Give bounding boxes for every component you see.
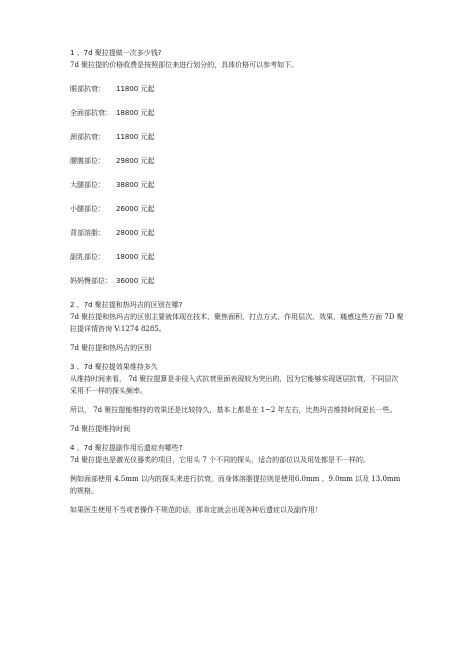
section3-body2: 所以， 7d 聚拉提能维持的效果还是比较持久，基本上都是在 1~2 年左右，比热玛吉维持时间更长一些。 <box>70 406 397 414</box>
price-label: 大腿部位： <box>70 181 105 189</box>
section3-heading: 3 、7d 聚拉提效果维持多久 <box>70 363 158 371</box>
price-value: 28000 元起 <box>116 229 155 237</box>
price-row <box>70 179 405 191</box>
price-value: 36000 元起 <box>116 277 155 285</box>
price-label: 腰腹部位： <box>70 157 105 165</box>
price-row <box>70 131 405 143</box>
section2-caption: 7d 聚拉提和热玛吉的区别 <box>70 344 152 352</box>
section2-body: 7d 聚拉提和热玛吉的区别主要就体现在技术、聚焦面积、打点方式、作用层次、效果、痛感这些方面 7D 聚拉提详情咨询 V:1274 8285。 <box>70 313 404 333</box>
price-value: 38800 元起 <box>116 181 155 189</box>
price-label: 副乳部位： <box>70 253 105 261</box>
section4-body3: 如果医生使用不当或者操作不规范的话，那肯定就会出现各种后遗症以及副作用！ <box>70 506 322 514</box>
section1-intro: 7d 聚拉提的价格收费是按照部位来进行划分的，具体价格可以参考如下。 <box>70 61 299 69</box>
price-value: 11800 元起 <box>116 133 155 141</box>
section3-caption: 7d 聚拉提维持时间 <box>70 425 131 433</box>
price-row <box>70 227 405 239</box>
price-row <box>70 275 405 287</box>
price-value: 18000 元起 <box>116 253 155 261</box>
price-value: 26000 元起 <box>116 205 155 213</box>
price-label: 背部溶脂： <box>70 229 105 237</box>
section4-heading: 4 、7d 聚拉提副作用后遗症有哪些? <box>70 444 183 452</box>
price-label: 小腿部位： <box>70 205 105 213</box>
price-label: 全面部抗衰： <box>70 109 112 117</box>
section4-body: 7d 聚拉提也是激光仪器类的项目，它用头 7 个不同的探头，适合的部位以及用处都是不一样的。 <box>70 456 371 464</box>
price-row <box>70 251 405 263</box>
price-label: 颈部抗衰： <box>70 133 105 141</box>
price-list <box>70 83 405 287</box>
price-label: 妈妈臀部位： <box>70 277 112 285</box>
section4-body2: 例如面部使用 4.5mm 以内的探头来进行抗衰，而身体溶脂提拉则是使用6.0mm 、9.0mm 以及 13.0mm 的规格。 <box>70 475 401 495</box>
price-label: 眼部抗衰： <box>70 85 105 93</box>
price-value: 18800 元起 <box>116 109 155 117</box>
price-row <box>70 107 405 119</box>
price-value: 11800 元起 <box>116 85 155 93</box>
section3-body: 从维持时间来看， 7d 聚拉提算是非侵入式抗衰里面表现较为突出的，因为它能够实现逐层抗衰，不同层次采用不一样的探头频率。 <box>70 375 399 395</box>
price-row <box>70 203 405 215</box>
document-page <box>70 47 405 516</box>
section1-heading: 1 、7d 聚拉提做一次多少钱? <box>70 49 162 57</box>
section2-heading: 2 、7d 聚拉提和热玛吉的区别在哪? <box>70 301 183 309</box>
price-value: 29800 元起 <box>116 157 155 165</box>
price-row <box>70 155 405 167</box>
price-row <box>70 83 405 95</box>
